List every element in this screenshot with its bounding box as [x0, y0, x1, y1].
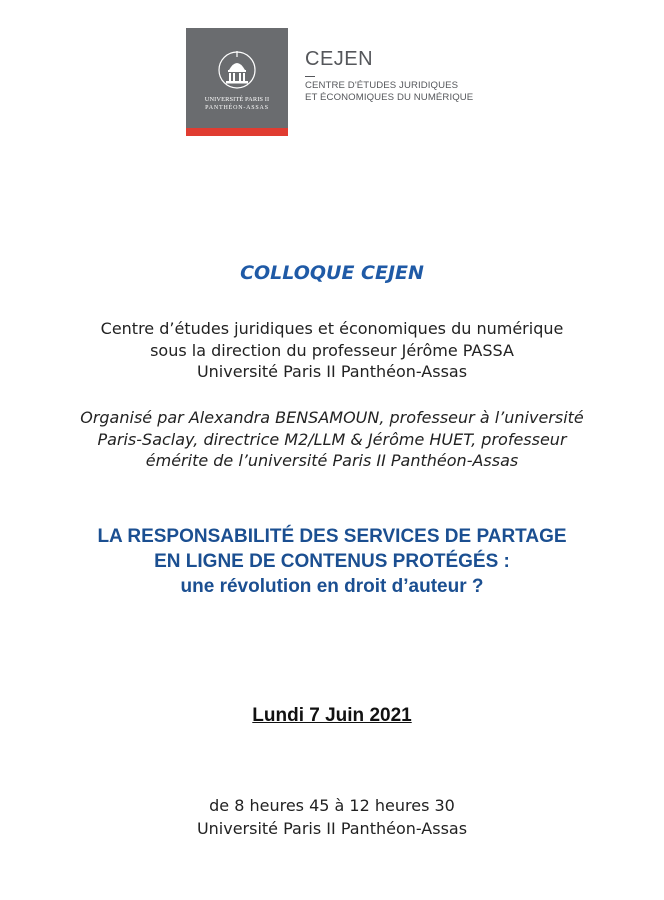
brand-full-name-line1: CENTRE D'ÉTUDES JURIDIQUES	[305, 80, 459, 91]
colloquium-headline	[0, 524, 664, 599]
organizers-block	[0, 407, 664, 472]
intro-block	[0, 318, 664, 383]
organizers-line: émérite de l’université Paris II Panthéon-Assas	[145, 451, 519, 470]
intro-line: sous la direction du professeur Jérôme PASSA	[150, 340, 514, 360]
event-date: Lundi 7 Juin 2021	[252, 705, 412, 726]
event-title: COLLOQUE CEJEN	[240, 262, 424, 284]
cejen-brand	[305, 48, 473, 104]
intro-line: Université Paris II Panthéon-Assas	[196, 362, 468, 381]
logo-university-line2: PANTHÉON-ASSAS	[205, 105, 269, 111]
organizers-line: Organisé par Alexandra BENSAMOUN, professeur à l’université	[80, 408, 584, 427]
schedule-place: Université Paris II Panthéon-Assas	[196, 819, 468, 838]
brand-full-name-line2: ET ÉCONOMIQUES DU NUMÉRIQUE	[305, 92, 474, 103]
brand-name: CEJEN	[305, 48, 374, 70]
headline-line: une révolution en droit d’auteur ?	[180, 576, 484, 597]
university-logo	[186, 28, 288, 136]
logo-university-line1: UNIVERSITÉ PARIS II	[204, 96, 270, 103]
schedule-block	[0, 794, 664, 840]
pantheon-dome-icon	[218, 48, 256, 94]
brand-divider	[305, 76, 315, 77]
headline-line: EN LIGNE DE CONTENUS PROTÉGÉS :	[154, 551, 510, 572]
headline-line: LA RESPONSABILITÉ DES SERVICES DE PARTAGE	[97, 526, 567, 547]
schedule-time: de 8 heures 45 à 12 heures 30	[209, 796, 455, 815]
logo-accent-bar	[186, 128, 288, 136]
intro-line: Centre d’études juridiques et économiques du numérique	[100, 319, 564, 338]
organizers-line: Paris-Saclay, directrice M2/LLM & Jérôme HUET, professeur	[97, 429, 567, 449]
